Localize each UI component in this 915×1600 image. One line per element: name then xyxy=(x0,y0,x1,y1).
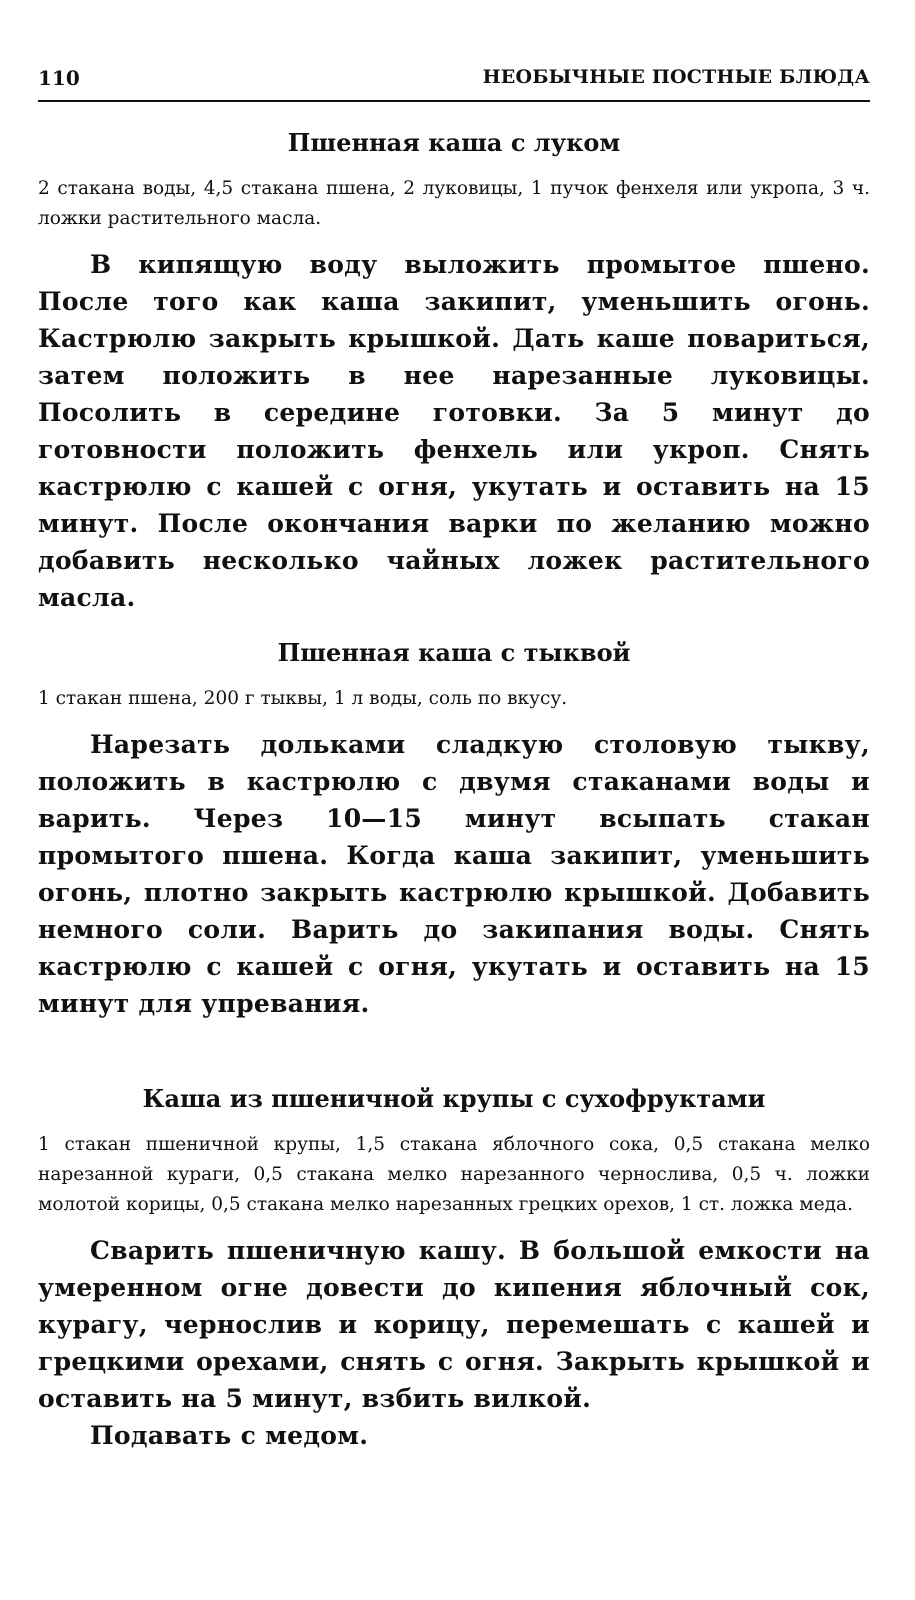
recipe-method: Нарезать дольками сладкую столовую тыкву, положить в кастрюлю с двумя стаканами воды и варить. Через 10—15 минут всыпать стакан промытого пшена. Когда каша закипит, уменьшить огонь, плотно закрыть кастрюлю крышкой. Добавить немного соли. Варить до закипания воды. Снять кастрюлю с кашей с огня, укутать и оставить на 15 минут для упревания. xyxy=(38,730,870,1018)
recipe-ingredients: 2 стакана воды, 4,5 стакана пшена, 2 луковицы, 1 пучок фенхеля или укропа, 3 ч. ложки растительного масла. xyxy=(38,178,870,229)
recipe-title: Каша из пшеничной крупы с сухофруктами xyxy=(142,1084,766,1113)
page-number: 110 xyxy=(38,66,80,90)
recipe-wheat-with-dried-fruit xyxy=(38,1082,870,1454)
recipe-method: В кипящую воду выложить промытое пшено. После того как каша закипит, уменьшить огонь. Кастрюлю закрыть крышкой. Дать каше повариться, затем положить в нее нарезанные луковицы. Посолить в середине готовки. За 5 минут до готовности положить фенхель или укроп. Снять кастрюлю с кашей с огня, укутать и оставить на 15 минут. После окончания варки по желанию можно добавить несколько чайных ложек растительного масла. xyxy=(38,250,870,612)
running-header xyxy=(38,64,870,102)
recipe-ingredients: 1 стакан пшена, 200 г тыквы, 1 л воды, соль по вкусу. xyxy=(38,688,568,709)
recipe-ingredients: 1 стакан пшеничной крупы, 1,5 стакана яблочного сока, 0,5 стакана мелко нарезанной кураги, 0,5 стакана мелко нарезанного чернослива, 0,5 ч. ложки молотой корицы, 0,5 стакана мелко нарезанных грецких орехов, 1 ст. ложка меда. xyxy=(38,1134,870,1215)
recipe-title: Пшенная каша с тыквой xyxy=(277,638,631,667)
recipe-title: Пшенная каша с луком xyxy=(287,128,621,157)
recipe-serving-note: Подавать с медом. xyxy=(90,1421,369,1450)
recipe-method: Сварить пшеничную кашу. В большой емкости на умеренном огне довести до кипения яблочный сок, курагу, чернослив и корицу, перемешать с кашей и грецкими орехами, снять с огня. Закрыть крышкой и оставить на 5 минут, взбить вилкой. xyxy=(38,1236,870,1413)
chapter-title: НЕОБЫЧНЫЕ ПОСТНЫЕ БЛЮДА xyxy=(482,66,870,88)
recipe-millet-with-onion xyxy=(38,126,870,616)
recipe-millet-with-pumpkin xyxy=(38,636,870,1022)
